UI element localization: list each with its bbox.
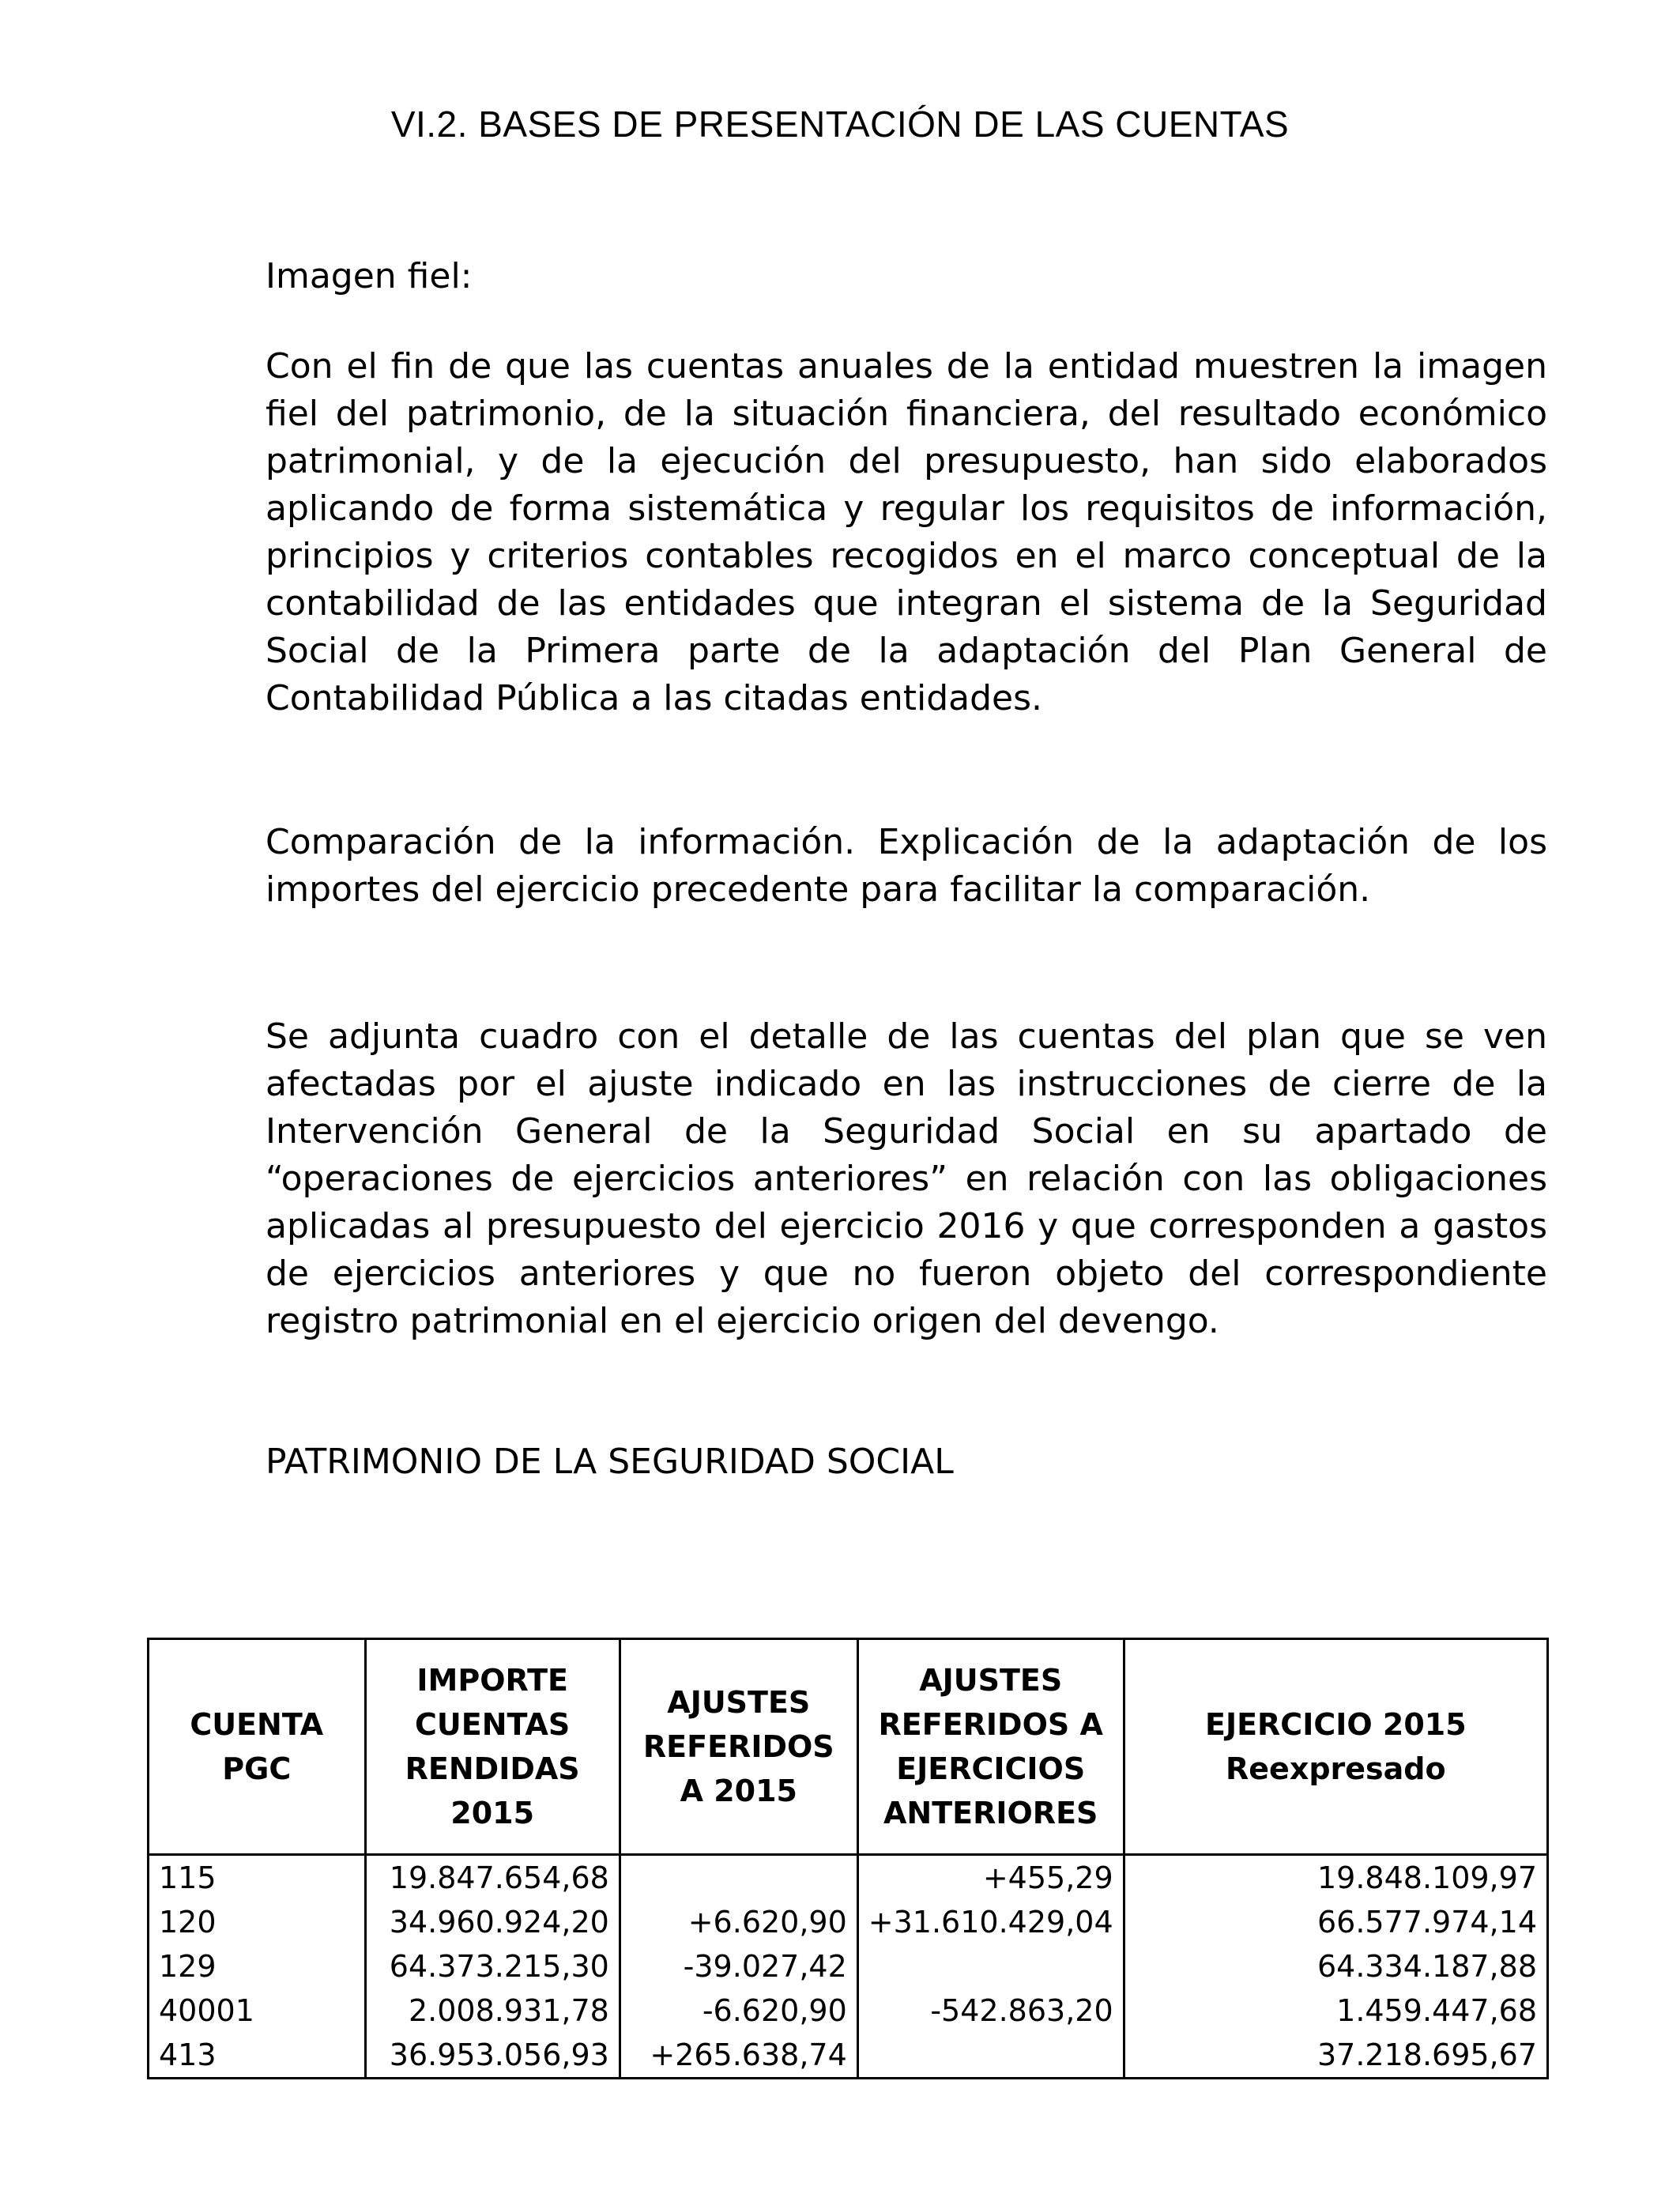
cell-cuenta: 120: [149, 1900, 366, 1944]
table-row: [149, 1944, 1548, 1989]
section-paragraph-comparacion: Se adjunta cuadro con el detalle de las cuentas del plan que se ven afectadas por el ajuste indicado en las instrucciones de cierre de la Intervención General de la Seguridad Social en su apartado de “operaciones de ejercicios anteriores” en relación con las obligaciones aplicadas al presupuesto del ejercicio 2016 y que corresponden a gastos de ejercicios anteriores y que no fueron objeto del correspondiente registro patrimonial en el ejercicio origen del devengo.: [266, 1016, 1547, 1341]
cell-reexpresado: 37.218.695,67: [1124, 2033, 1547, 2079]
patrimonio-table: [147, 1638, 1549, 2079]
cell-ajustes-anteriores: +31.610.429,04: [857, 1900, 1124, 1944]
cell-ajustes-anteriores: +455,29: [857, 1855, 1124, 1901]
table-title: PATRIMONIO DE LA SEGURIDAD SOCIAL: [266, 1442, 954, 1482]
table-row: [149, 1989, 1548, 2033]
column-header-cuenta: CUENTA PGC: [149, 1639, 366, 1855]
cell-ajustes-2015: -6.620,90: [620, 1989, 857, 2033]
table-row: [149, 1900, 1548, 1944]
cell-cuenta: 129: [149, 1944, 366, 1989]
column-header-ajustes-2015: AJUSTES REFERIDOS A 2015: [620, 1639, 857, 1855]
cell-ajustes-anteriores: -542.863,20: [857, 1989, 1124, 2033]
cell-ajustes-2015: +265.638,74: [620, 2033, 857, 2079]
cell-ajustes-2015: -39.027,42: [620, 1944, 857, 1989]
cell-reexpresado: 66.577.974,14: [1124, 1900, 1547, 1944]
table-row: [149, 1855, 1548, 1901]
cell-importe: 34.960.924,20: [365, 1900, 620, 1944]
cell-cuenta: 413: [149, 2033, 366, 2079]
cell-importe: 64.373.215,30: [365, 1944, 620, 1989]
table-header-row: [149, 1639, 1548, 1855]
cell-reexpresado: 64.334.187,88: [1124, 1944, 1547, 1989]
cell-importe: 19.847.654,68: [365, 1855, 620, 1901]
section-heading-imagen-fiel: Imagen fiel:: [266, 256, 473, 296]
column-header-ajustes-anteriores: AJUSTES REFERIDOS A EJERCICIOS ANTERIORES: [857, 1639, 1124, 1855]
cell-ajustes-anteriores: [857, 2033, 1124, 2079]
cell-cuenta: 115: [149, 1855, 366, 1901]
patrimonio-table-container: [147, 1638, 1549, 2079]
cell-reexpresado: 19.848.109,97: [1124, 1855, 1547, 1901]
section-heading-comparacion: Comparación de la información. Explicación de la adaptación de los importes del ejercicio precedente para facilitar la comparación.: [266, 822, 1547, 910]
cell-cuenta: 40001: [149, 1989, 366, 2033]
table-row: [149, 2033, 1548, 2079]
cell-ajustes-anteriores: [857, 1944, 1124, 1989]
cell-importe: 2.008.931,78: [365, 1989, 620, 2033]
cell-ajustes-2015: +6.620,90: [620, 1900, 857, 1944]
cell-ajustes-2015: [620, 1855, 857, 1901]
column-header-ejercicio-reexpresado: EJERCICIO 2015 Reexpresado: [1124, 1639, 1547, 1855]
column-header-importe: IMPORTE CUENTAS RENDIDAS 2015: [365, 1639, 620, 1855]
section-paragraph-imagen-fiel: Con el fin de que las cuentas anuales de la entidad muestren la imagen fiel del patrimonio, de la situación financiera, del resultado económico patrimonial, y de la ejecución del presupuesto, han sido elaborados aplicando de forma sistemática y regular los requisitos de información, principios y criterios contables recogidos en el marco conceptual de la contabilidad de las entidades que integran el sistema de la Seguridad Social de la Primera parte de la adaptación del Plan General de Contabilidad Pública a las citadas entidades.: [266, 346, 1547, 718]
cell-importe: 36.953.056,93: [365, 2033, 620, 2079]
document-title: VI.2. BASES DE PRESENTACIÓN DE LAS CUENTAS: [390, 104, 1290, 145]
cell-reexpresado: 1.459.447,68: [1124, 1989, 1547, 2033]
